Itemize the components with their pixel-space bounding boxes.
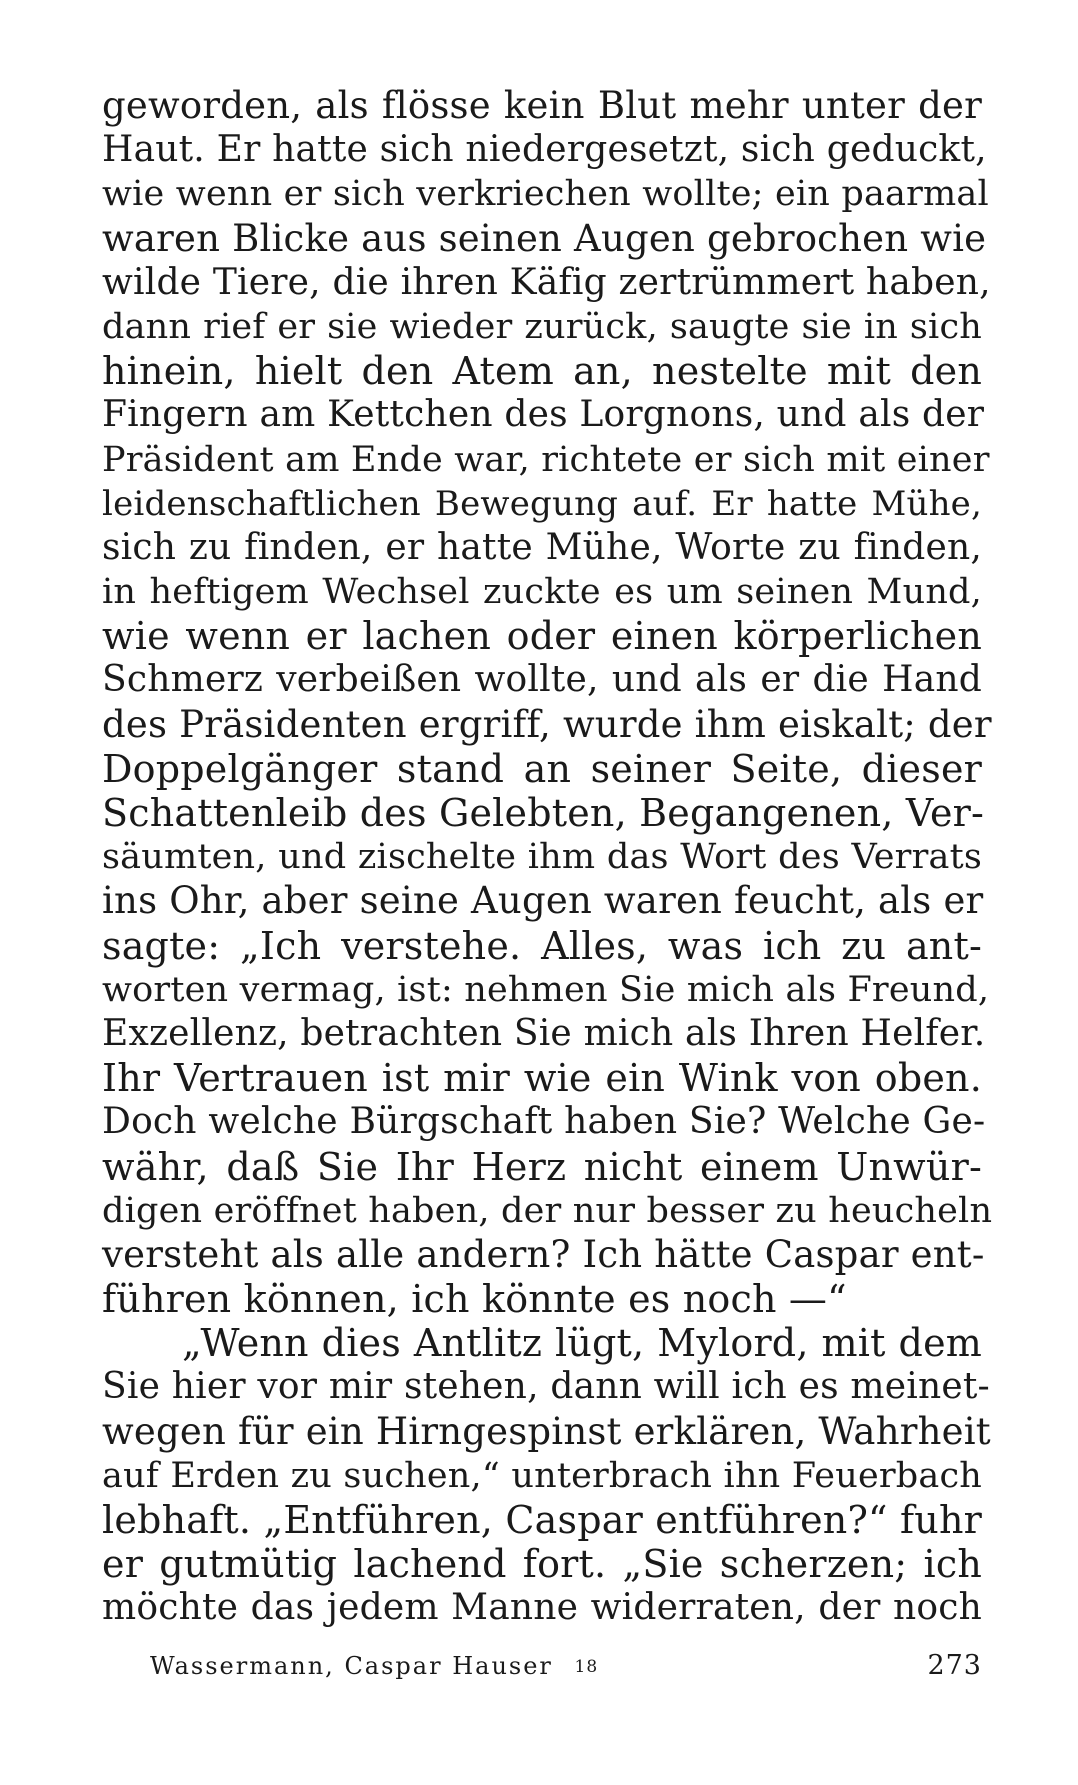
text-line: sagte: „Ich verstehe. Alles, was ich zu ant- xyxy=(102,923,982,968)
running-title: Wassermann, Caspar Hauser xyxy=(150,1652,553,1680)
body-text xyxy=(102,84,993,1631)
text-line: ins Ohr, aber seine Augen waren feucht, als er xyxy=(102,879,984,923)
text-line: worten vermag, ist: nehmen Sie mich als Freund, xyxy=(102,969,990,1010)
text-line: waren Blicke aus seinen Augen gebrochen wie xyxy=(102,216,987,260)
text-line: Haut. Er hatte sich niedergesetzt, sich geduckt, xyxy=(102,129,987,171)
signature-mark: 18 xyxy=(574,1657,599,1677)
text-line: Fingern am Kettchen des Lorgnons, und als der xyxy=(102,394,985,436)
text-line: Doppelgänger stand an seiner Seite, dieser xyxy=(102,746,982,791)
text-line: in heftigem Wechsel zuckte es um seinen Mund, xyxy=(102,572,982,613)
text-line: sich zu finden, er hatte Mühe, Worte zu finden, xyxy=(102,526,982,568)
text-line: lebhaft. „Entführen, Caspar entführen?“ fuhr xyxy=(102,1498,982,1542)
text-line: „Wenn dies Antlitz lügt, Mylord, mit dem xyxy=(182,1321,982,1366)
text-line: leidenschaftlichen Bewegung auf. Er hatte Mühe, xyxy=(102,483,982,524)
text-line: Exzellenz, betrachten Sie mich als Ihren Helfer. xyxy=(102,1012,986,1054)
text-line: wilde Tiere, die ihren Käfig zertrümmert haben, xyxy=(102,261,991,303)
page-footer xyxy=(150,1646,982,1686)
text-line: Schmerz verbeißen wollte, und als er die Hand xyxy=(102,659,982,701)
text-line: dann rief er sie wieder zurück, saugte sie in sich xyxy=(102,306,982,347)
text-line: er gutmütig lachend fort. „Sie scherzen; ich xyxy=(102,1542,982,1587)
running-footer xyxy=(150,1646,598,1687)
text-line: hinein, hielt den Atem an, nestelte mit den xyxy=(102,349,982,394)
text-line: Sie hier vor mir stehen, dann will ich es meinet- xyxy=(102,1366,990,1408)
text-line: wegen für ein Hirngespinst erklären, Wahrheit xyxy=(102,1409,991,1453)
text-line: geworden, als flösse kein Blut mehr unter der xyxy=(102,84,982,127)
text-line: säumten, und zischelte ihm das Wort des Verrats xyxy=(102,837,982,878)
text-line: versteht als alle andern? Ich hätte Caspar ent- xyxy=(102,1232,985,1276)
text-line: wie wenn er lachen oder einen körperlichen xyxy=(102,614,982,659)
text-line: digen eröffnet haben, der nur besser zu heucheln xyxy=(102,1190,993,1231)
text-line: Schattenleib des Gelebten, Begangenen, Ver- xyxy=(102,791,985,835)
text-line: Doch welche Bürgschaft haben Sie? Welche Ge- xyxy=(102,1101,986,1143)
text-line: Präsident am Ende war, richtete er sich mit einer xyxy=(102,439,990,480)
text-line: führen können, ich könnte es noch —“ xyxy=(102,1277,847,1322)
text-line: möchte das jedem Manne widerraten, der noch xyxy=(102,1587,982,1629)
text-line: Ihr Vertrauen ist mir wie ein Wink von oben. xyxy=(102,1056,982,1101)
text-line: wie wenn er sich verkriechen wollte; ein paarmal xyxy=(102,174,989,215)
text-line: des Präsidenten ergriff, wurde ihm eiskalt; der xyxy=(102,702,992,746)
page-number: 273 xyxy=(927,1650,982,1681)
text-line: währ, daß Sie Ihr Herz nicht einem Unwür- xyxy=(102,1144,982,1189)
text-line: auf Erden zu suchen,“ unterbrach ihn Feuerbach xyxy=(102,1455,982,1496)
